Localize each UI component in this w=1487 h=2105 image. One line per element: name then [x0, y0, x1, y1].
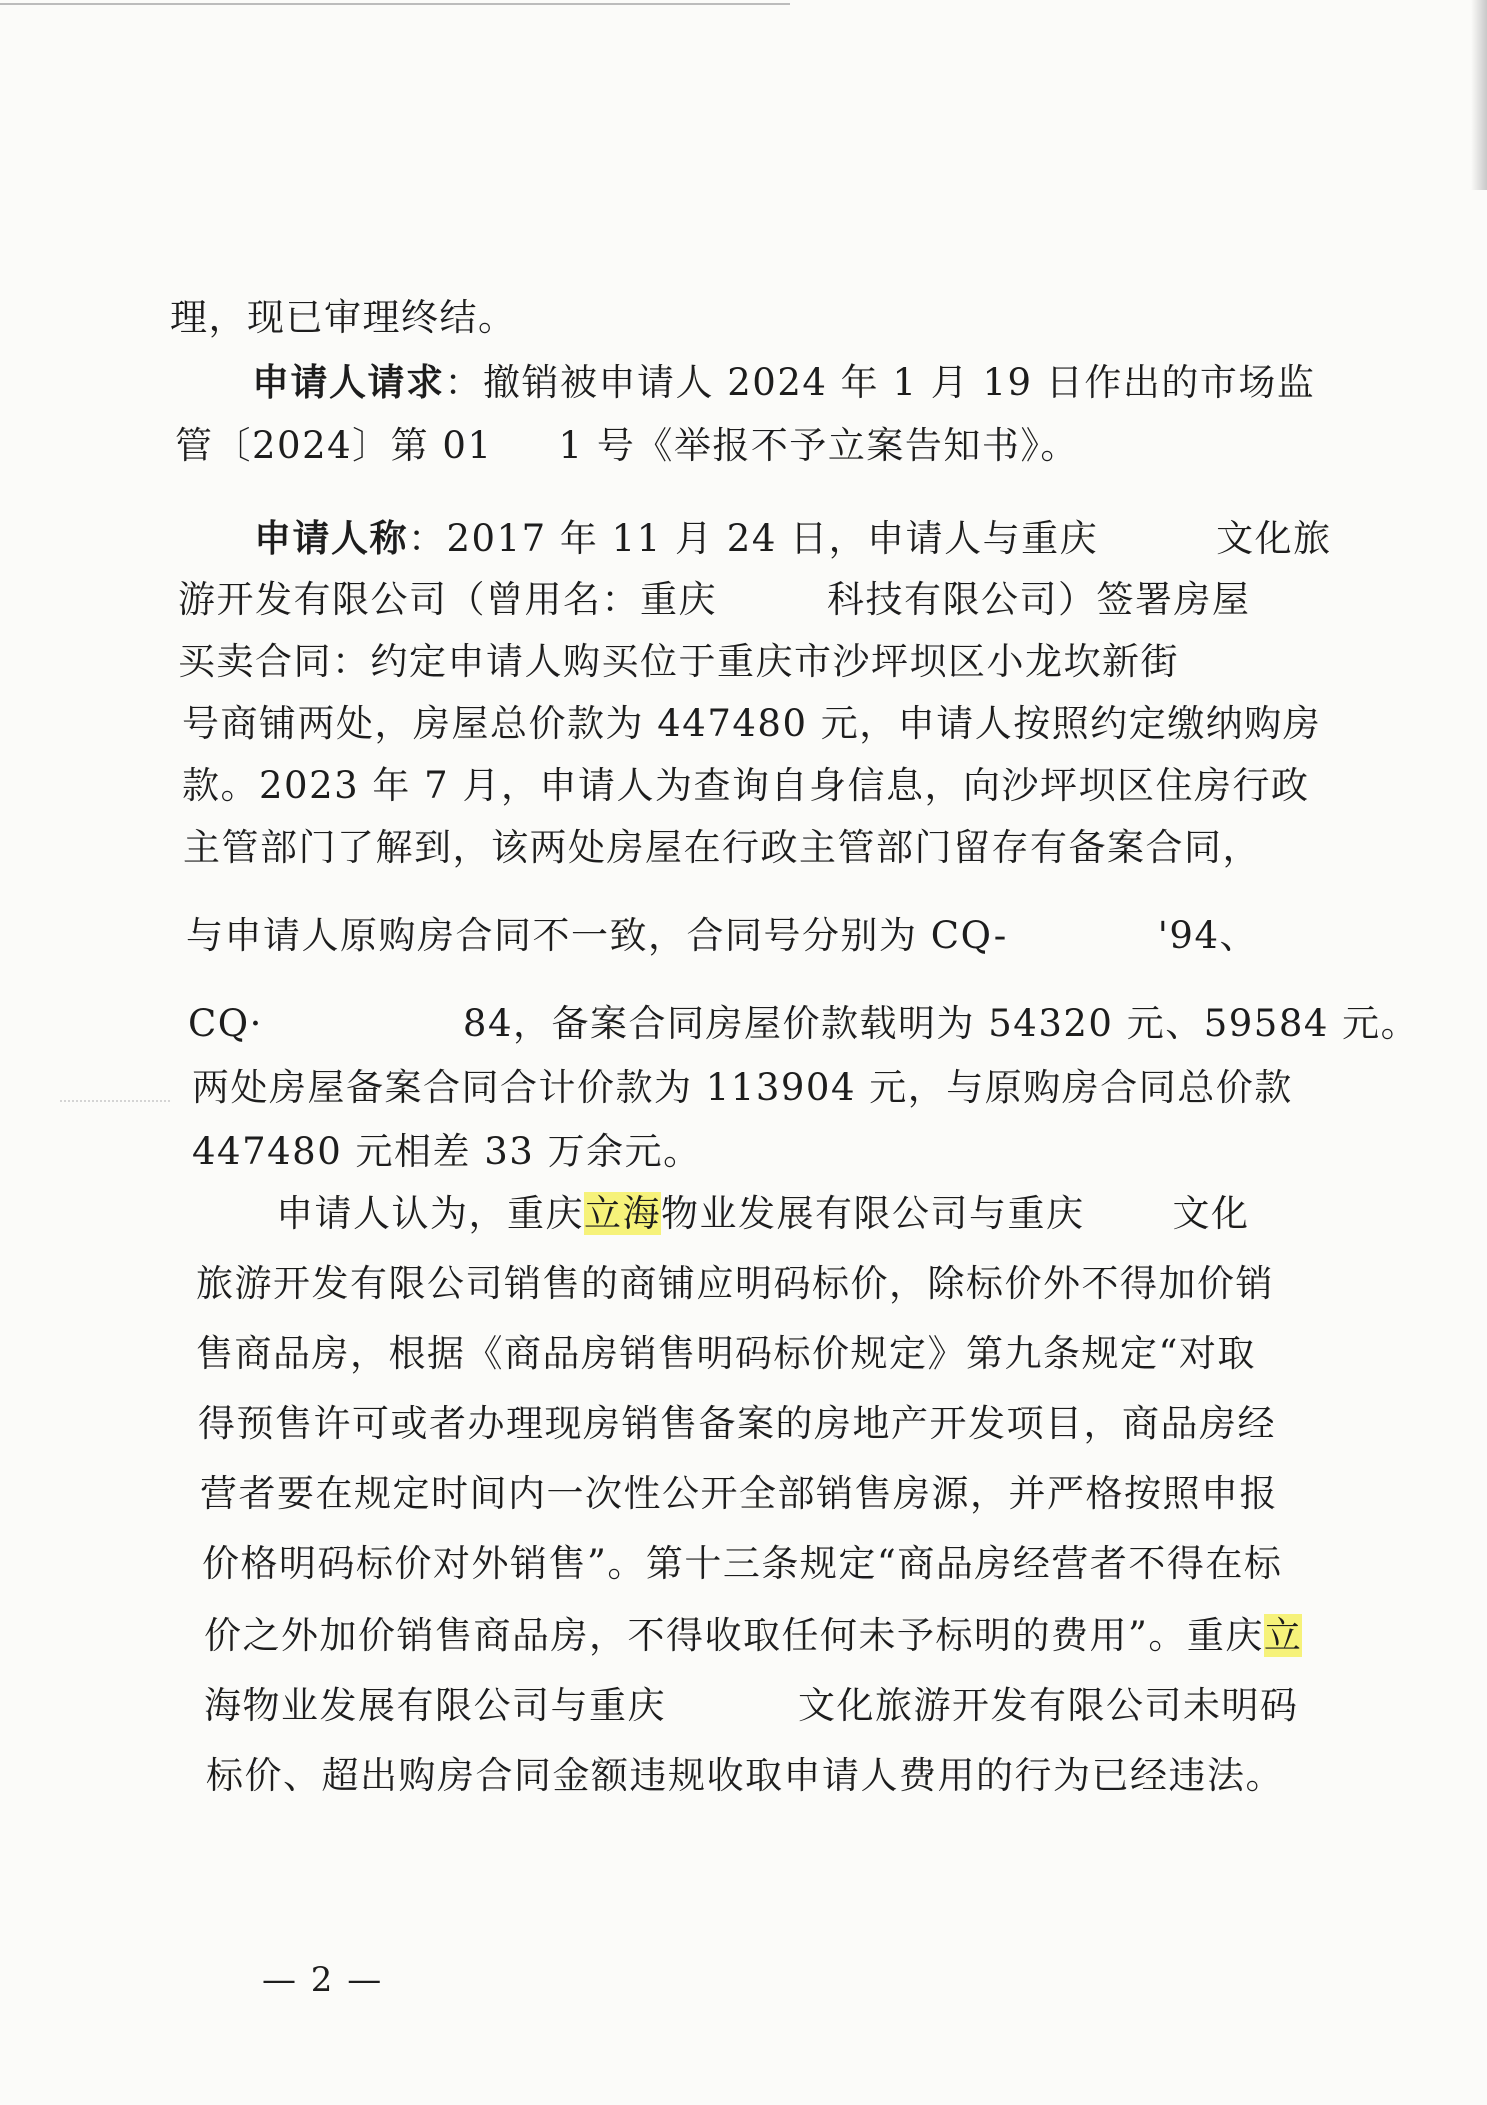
claim-line-5 [182, 762, 1310, 810]
opinion-line-9 [206, 1752, 1284, 1800]
scan-edge-shadow [1471, 0, 1487, 190]
text-span: 447480 元相差 33 万余元。 [192, 1130, 702, 1173]
text-span: 文化旅 [1216, 517, 1332, 560]
text-span: 文化旅游开发有限公司未明码 [798, 1684, 1299, 1727]
highlighted-text: 立 [1263, 1614, 1303, 1657]
text-span: 文化 [1172, 1192, 1250, 1235]
text-span: 游开发有限公司（曾用名：重庆 [178, 578, 717, 621]
paragraph-line [170, 294, 517, 342]
text-span: 1 号《举报不予立案告知书》。 [558, 424, 1079, 467]
text-span: 主管部门了解到，该两处房屋在行政主管部门留存有备案合同， [183, 826, 1261, 869]
text-span: 买卖合同：约定申请人购买位于重庆市沙坪坝区小龙坎新街 [178, 640, 1179, 683]
request-line-1 [252, 358, 1315, 407]
request-label: 申请人请求 [252, 360, 445, 404]
scan-dot-marks [60, 1100, 170, 1104]
text-span: 理，现已审理终结。 [170, 296, 517, 339]
claim-label: 申请人称 [254, 516, 408, 560]
claim-line-7 [186, 912, 1258, 960]
claim-line-10 [192, 1128, 702, 1176]
claim-line-2 [178, 576, 1251, 624]
text-span: 两处房屋备案合同合计价款为 113904 元，与原购房合同总价款 [192, 1066, 1293, 1109]
text-span: 海物业发展有限公司与重庆 [204, 1684, 666, 1727]
claim-line-3 [178, 638, 1179, 686]
opinion-line-1 [276, 1190, 1250, 1238]
text-span: '94、 [1157, 914, 1259, 957]
claim-line-1 [254, 514, 1332, 563]
text-span: 得预售许可或者办理现房销售备案的房地产开发项目，商品房经 [198, 1402, 1276, 1445]
text-span: 号商铺两处，房屋总价款为 447480 元，申请人按照约定缴纳购房 [182, 702, 1322, 745]
highlighted-text: 立海 [584, 1192, 661, 1235]
text-span: 申请人认为，重庆 [276, 1192, 584, 1235]
opinion-line-6 [202, 1540, 1282, 1588]
opinion-line-8 [204, 1682, 1299, 1730]
text-span: ：撤销被申请人 2024 年 1 月 19 日作出的市场监 [444, 361, 1316, 404]
text-span: CQ· [188, 1002, 263, 1045]
scan-edge-line [0, 3, 790, 5]
text-span: 营者要在规定时间内一次性公开全部销售房源，并严格按照申报 [200, 1472, 1278, 1515]
text-span: 84，备案合同房屋价款载明为 54320 元、59584 元。 [462, 1002, 1420, 1045]
claim-line-9 [192, 1064, 1293, 1112]
claim-line-6 [183, 824, 1261, 872]
text-span: ：2017 年 11 月 24 日，申请人与重庆 [408, 517, 1099, 560]
text-span: 款。2023 年 7 月，申请人为查询自身信息，向沙坪坝区住房行政 [182, 764, 1310, 807]
text-span: 管〔2024〕第 01 [175, 424, 493, 467]
text-span: 科技有限公司）签署房屋 [827, 578, 1251, 621]
claim-line-8 [188, 1000, 1419, 1048]
text-span: 旅游开发有限公司销售的商铺应明码标价，除标价外不得加价销 [196, 1262, 1274, 1305]
request-line-2 [175, 422, 1079, 470]
opinion-line-4 [198, 1400, 1276, 1448]
claim-line-4 [182, 700, 1321, 748]
text-span: 标价、超出购房合同金额违规收取申请人费用的行为已经违法。 [206, 1754, 1284, 1797]
page-number: — 2 — [262, 1960, 384, 2000]
opinion-line-5 [200, 1470, 1278, 1518]
text-span: 售商品房，根据《商品房销售明码标价规定》第九条规定“对取 [196, 1332, 1256, 1375]
opinion-line-3 [196, 1330, 1256, 1378]
opinion-line-2 [196, 1260, 1274, 1308]
text-span: 物业发展有限公司与重庆 [661, 1192, 1085, 1235]
text-span: 与申请人原购房合同不一致，合同号分别为 CQ- [186, 914, 1008, 957]
text-span: 价之外加价销售商品房，不得收取任何未予标明的费用”。重庆 [204, 1614, 1264, 1657]
opinion-line-7 [204, 1612, 1302, 1660]
text-span: 价格明码标价对外销售”。第十三条规定“商品房经营者不得在标 [202, 1542, 1283, 1585]
